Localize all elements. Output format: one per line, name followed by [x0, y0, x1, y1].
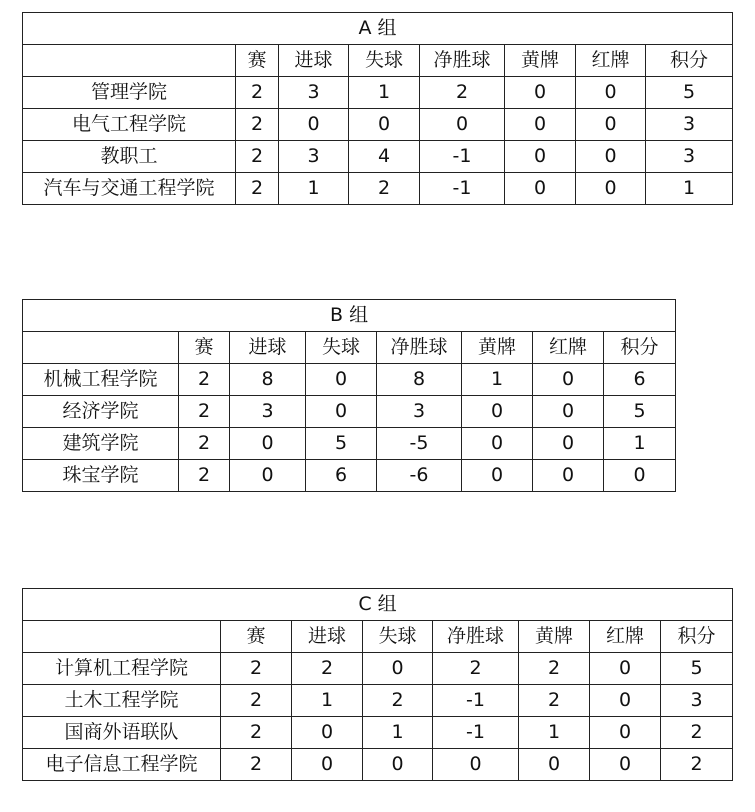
- cell-played: 2: [221, 653, 292, 685]
- cell-yellow-cards: 1: [519, 717, 590, 749]
- header-team-blank: [23, 332, 179, 364]
- cell-points: 3: [646, 141, 733, 173]
- table-title-row: [23, 589, 733, 621]
- header-red-cards: 红牌: [590, 621, 661, 653]
- cell-points: 1: [646, 173, 733, 205]
- cell-played: 2: [221, 685, 292, 717]
- cell-goal-difference: 2: [420, 77, 505, 109]
- cell-goals-against: 0: [363, 653, 433, 685]
- table-row: [23, 396, 676, 428]
- cell-goals-against: 0: [306, 364, 377, 396]
- cell-yellow-cards: 0: [462, 396, 533, 428]
- header-played: 赛: [221, 621, 292, 653]
- cell-goals-for: 3: [230, 396, 306, 428]
- table-row: [23, 141, 733, 173]
- cell-points: 3: [661, 685, 733, 717]
- header-goals-against: 失球: [349, 45, 420, 77]
- cell-goal-difference: 0: [420, 109, 505, 141]
- cell-played: 2: [236, 173, 279, 205]
- table-title-row: [23, 300, 676, 332]
- cell-goals-for: 8: [230, 364, 306, 396]
- cell-yellow-cards: 0: [505, 141, 576, 173]
- cell-goal-difference: -1: [420, 173, 505, 205]
- cell-goals-for: 0: [279, 109, 349, 141]
- cell-yellow-cards: 0: [519, 749, 590, 781]
- header-goals-for: 进球: [292, 621, 363, 653]
- cell-points: 2: [661, 749, 733, 781]
- cell-goals-for: 0: [292, 717, 363, 749]
- header-played: 赛: [236, 45, 279, 77]
- team-name: 电气工程学院: [23, 109, 236, 141]
- table-title-row: [23, 13, 733, 45]
- header-played: 赛: [179, 332, 230, 364]
- cell-goals-for: 3: [279, 77, 349, 109]
- cell-red-cards: 0: [533, 396, 604, 428]
- header-goals-for: 进球: [230, 332, 306, 364]
- cell-red-cards: 0: [590, 749, 661, 781]
- team-name: 教职工: [23, 141, 236, 173]
- cell-red-cards: 0: [590, 685, 661, 717]
- cell-red-cards: 0: [576, 109, 646, 141]
- cell-played: 2: [221, 749, 292, 781]
- table-row: [23, 749, 733, 781]
- cell-points: 5: [646, 77, 733, 109]
- cell-goals-against: 4: [349, 141, 420, 173]
- cell-goals-against: 2: [363, 685, 433, 717]
- cell-goal-difference: -1: [420, 141, 505, 173]
- table-row: [23, 653, 733, 685]
- cell-goal-difference: -1: [433, 685, 519, 717]
- header-goals-against: 失球: [363, 621, 433, 653]
- header-yellow-cards: 黄牌: [505, 45, 576, 77]
- cell-goal-difference: 8: [377, 364, 462, 396]
- cell-goals-for: 3: [279, 141, 349, 173]
- group-c-table: [22, 588, 733, 781]
- header-goals-against: 失球: [306, 332, 377, 364]
- cell-points: 1: [604, 428, 676, 460]
- table-row: [23, 77, 733, 109]
- header-goal-difference: 净胜球: [420, 45, 505, 77]
- cell-goals-against: 0: [306, 396, 377, 428]
- cell-played: 2: [179, 428, 230, 460]
- header-team-blank: [23, 621, 221, 653]
- cell-red-cards: 0: [576, 77, 646, 109]
- table-row: [23, 173, 733, 205]
- group-title: A 组: [23, 13, 733, 45]
- cell-goal-difference: 2: [433, 653, 519, 685]
- table-row: [23, 460, 676, 492]
- cell-goals-for: 1: [279, 173, 349, 205]
- team-name: 珠宝学院: [23, 460, 179, 492]
- group-a-table: [22, 12, 733, 205]
- cell-played: 2: [179, 396, 230, 428]
- cell-points: 0: [604, 460, 676, 492]
- header-goal-difference: 净胜球: [433, 621, 519, 653]
- cell-goals-for: 0: [230, 428, 306, 460]
- cell-yellow-cards: 0: [462, 460, 533, 492]
- header-yellow-cards: 黄牌: [462, 332, 533, 364]
- header-yellow-cards: 黄牌: [519, 621, 590, 653]
- cell-played: 2: [221, 717, 292, 749]
- cell-yellow-cards: 1: [462, 364, 533, 396]
- cell-red-cards: 0: [533, 428, 604, 460]
- cell-goals-against: 1: [349, 77, 420, 109]
- cell-yellow-cards: 2: [519, 685, 590, 717]
- team-name: 计算机工程学院: [23, 653, 221, 685]
- cell-goals-for: 2: [292, 653, 363, 685]
- cell-goal-difference: 0: [433, 749, 519, 781]
- cell-red-cards: 0: [590, 653, 661, 685]
- cell-yellow-cards: 2: [519, 653, 590, 685]
- group-b-table: [22, 299, 676, 492]
- cell-played: 2: [179, 364, 230, 396]
- cell-played: 2: [236, 77, 279, 109]
- table-row: [23, 109, 733, 141]
- table-header-row: [23, 45, 733, 77]
- cell-points: 2: [661, 717, 733, 749]
- cell-yellow-cards: 0: [505, 109, 576, 141]
- team-name: 电子信息工程学院: [23, 749, 221, 781]
- table-row: [23, 428, 676, 460]
- cell-points: 5: [604, 396, 676, 428]
- team-name: 土木工程学院: [23, 685, 221, 717]
- cell-goal-difference: 3: [377, 396, 462, 428]
- cell-goals-against: 1: [363, 717, 433, 749]
- team-name: 汽车与交通工程学院: [23, 173, 236, 205]
- cell-goal-difference: -1: [433, 717, 519, 749]
- header-goal-difference: 净胜球: [377, 332, 462, 364]
- header-team-blank: [23, 45, 236, 77]
- cell-goals-for: 0: [230, 460, 306, 492]
- team-name: 机械工程学院: [23, 364, 179, 396]
- cell-goals-for: 1: [292, 685, 363, 717]
- cell-red-cards: 0: [533, 460, 604, 492]
- cell-points: 6: [604, 364, 676, 396]
- header-points: 积分: [604, 332, 676, 364]
- cell-goals-against: 5: [306, 428, 377, 460]
- cell-red-cards: 0: [590, 717, 661, 749]
- cell-red-cards: 0: [533, 364, 604, 396]
- cell-goals-against: 0: [363, 749, 433, 781]
- group-title: C 组: [23, 589, 733, 621]
- cell-yellow-cards: 0: [462, 428, 533, 460]
- cell-played: 2: [179, 460, 230, 492]
- cell-red-cards: 0: [576, 141, 646, 173]
- team-name: 经济学院: [23, 396, 179, 428]
- table-row: [23, 717, 733, 749]
- table-row: [23, 685, 733, 717]
- cell-points: 3: [646, 109, 733, 141]
- cell-goal-difference: -5: [377, 428, 462, 460]
- header-points: 积分: [646, 45, 733, 77]
- cell-played: 2: [236, 141, 279, 173]
- table-row: [23, 364, 676, 396]
- cell-yellow-cards: 0: [505, 77, 576, 109]
- header-points: 积分: [661, 621, 733, 653]
- cell-red-cards: 0: [576, 173, 646, 205]
- cell-played: 2: [236, 109, 279, 141]
- header-red-cards: 红牌: [533, 332, 604, 364]
- cell-goals-against: 6: [306, 460, 377, 492]
- team-name: 国商外语联队: [23, 717, 221, 749]
- table-header-row: [23, 621, 733, 653]
- cell-goals-against: 2: [349, 173, 420, 205]
- header-red-cards: 红牌: [576, 45, 646, 77]
- cell-goals-for: 0: [292, 749, 363, 781]
- table-header-row: [23, 332, 676, 364]
- cell-points: 5: [661, 653, 733, 685]
- cell-goal-difference: -6: [377, 460, 462, 492]
- cell-yellow-cards: 0: [505, 173, 576, 205]
- header-goals-for: 进球: [279, 45, 349, 77]
- team-name: 建筑学院: [23, 428, 179, 460]
- group-title: B 组: [23, 300, 676, 332]
- team-name: 管理学院: [23, 77, 236, 109]
- cell-goals-against: 0: [349, 109, 420, 141]
